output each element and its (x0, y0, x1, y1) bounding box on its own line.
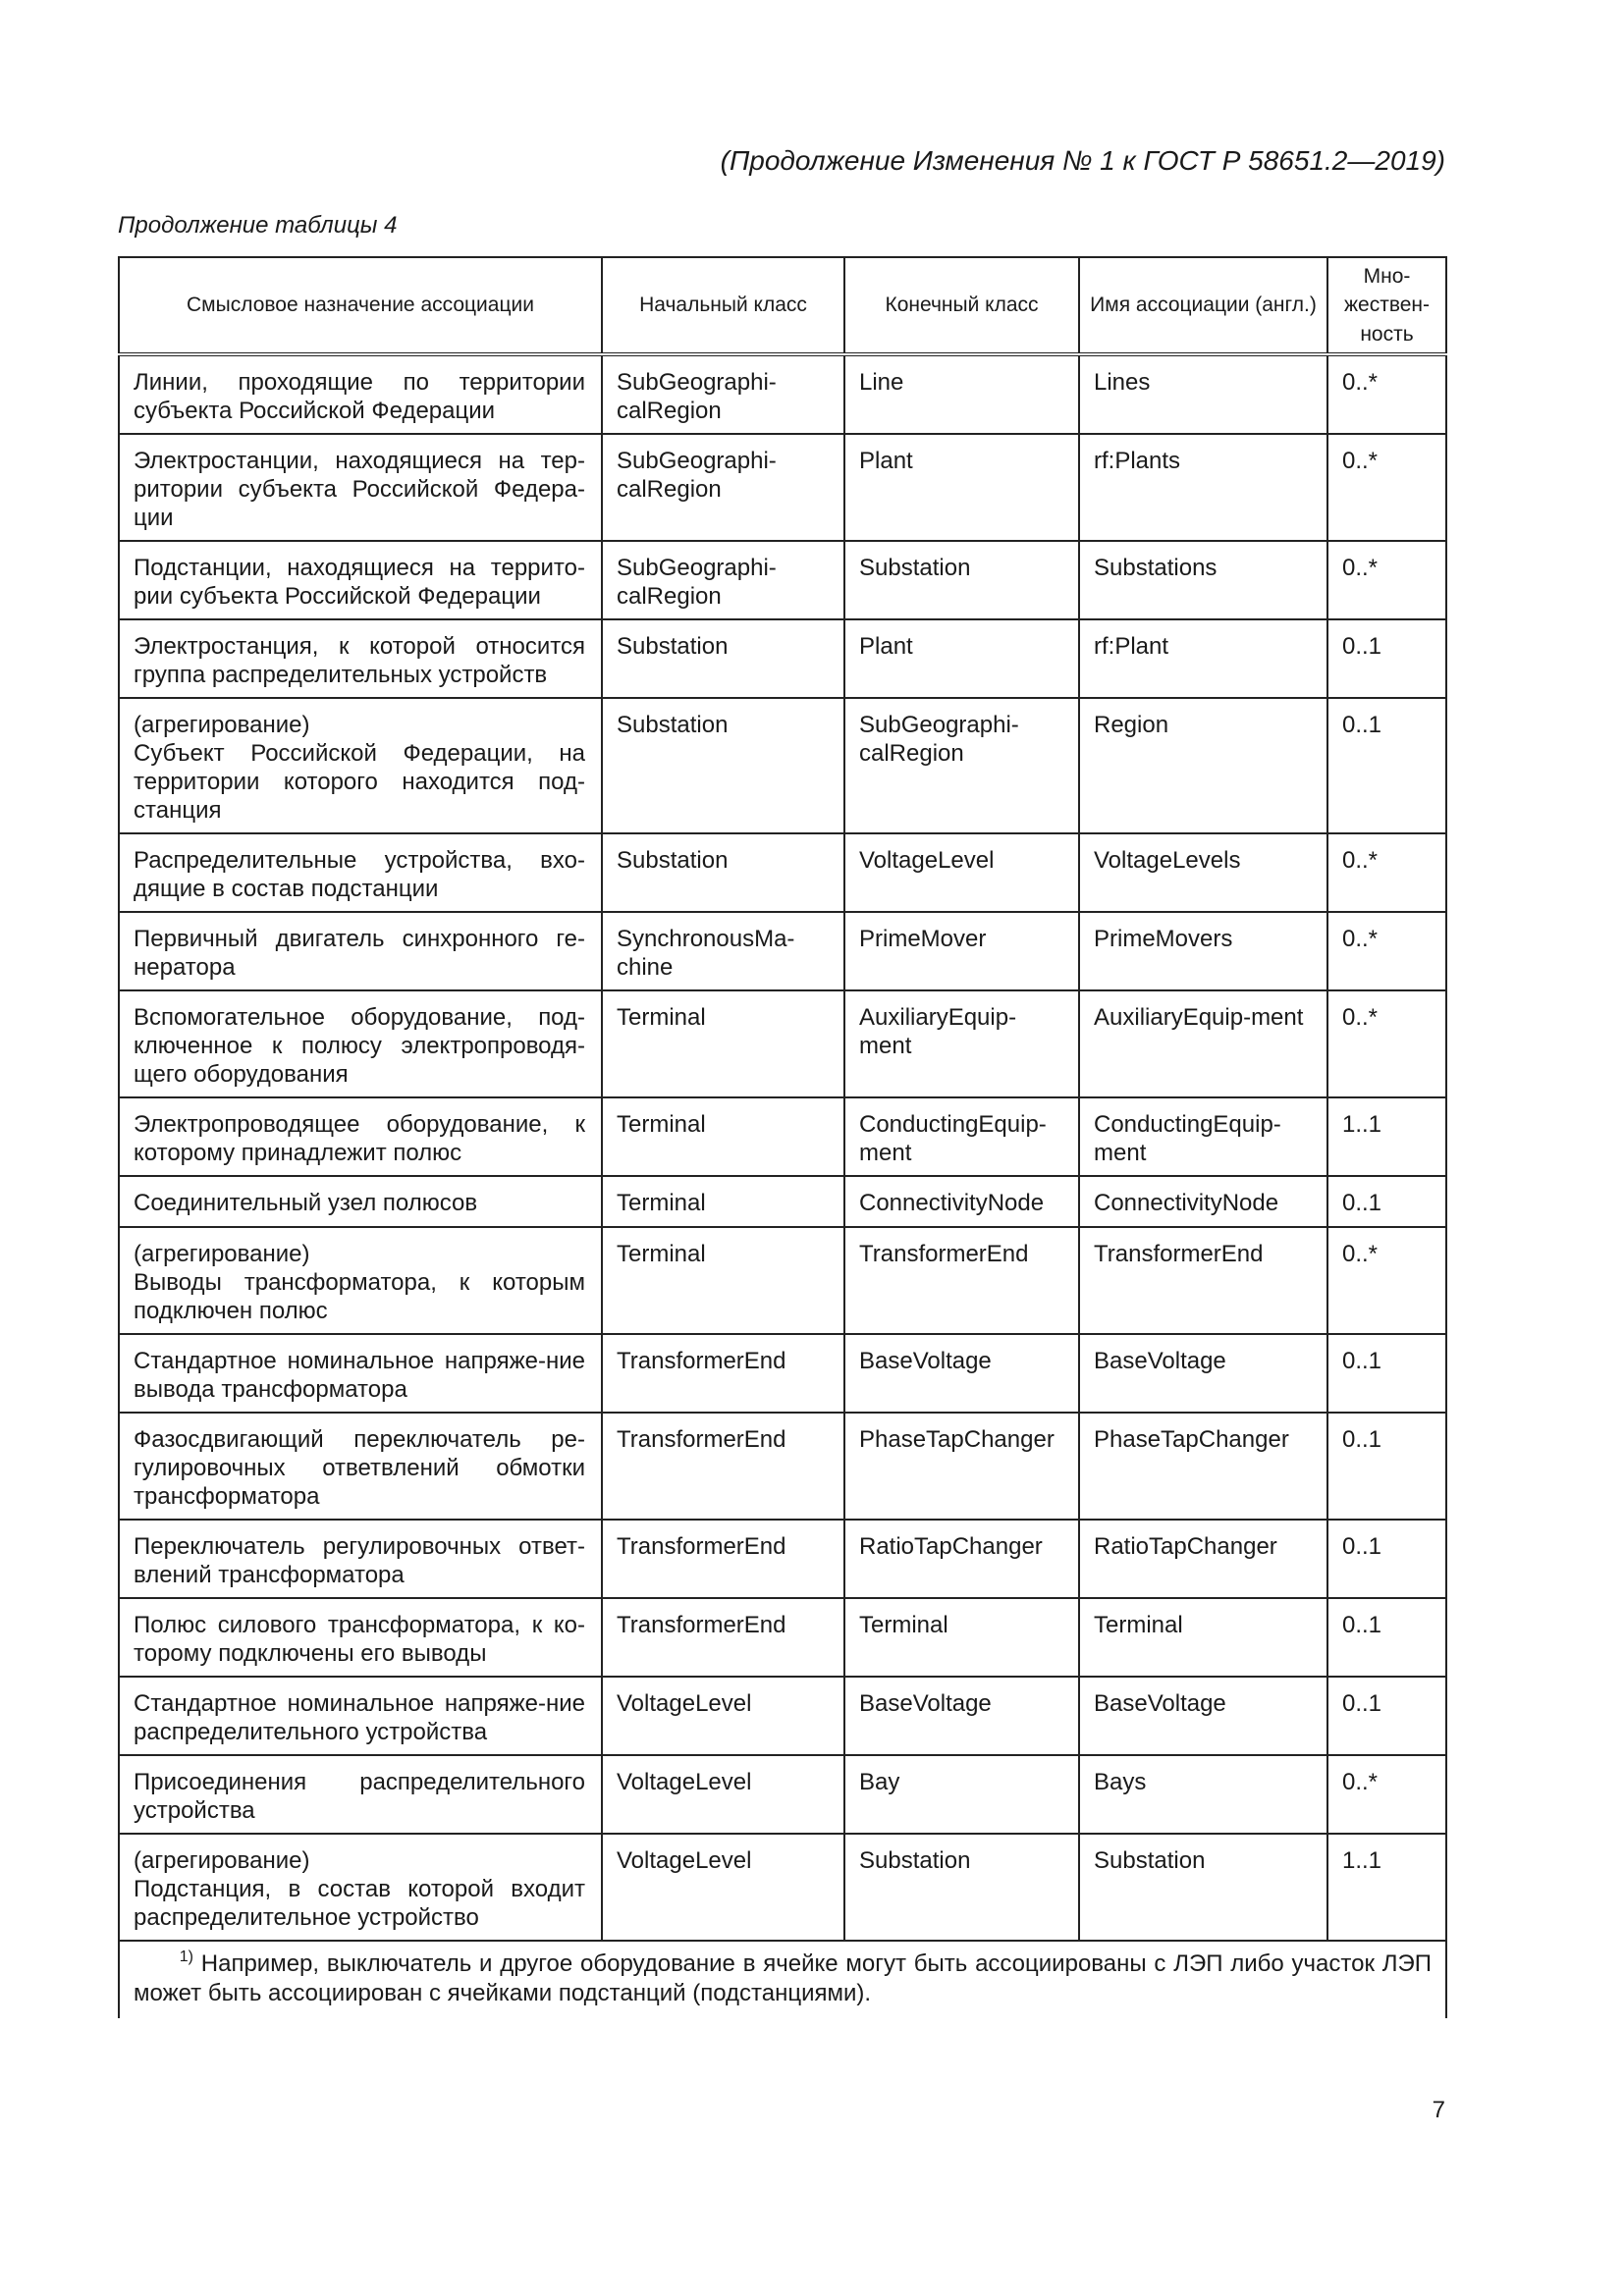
table-row (119, 1227, 1446, 1334)
cell-start-class: VoltageLevel (602, 1755, 844, 1834)
meaning-text: Субъект Российской Федерации, на территории которого находится под-станция (134, 740, 585, 824)
cell-start-class: SynchronousMa-chine (602, 912, 844, 990)
table-row (119, 1097, 1446, 1176)
cell-start-class: TransformerEnd (602, 1520, 844, 1598)
cell-end-class: BaseVoltage (844, 1334, 1079, 1413)
cell-multiplicity: 0..* (1327, 833, 1446, 912)
table-row (119, 1413, 1446, 1520)
cell-end-class: ConnectivityNode (844, 1176, 1079, 1227)
cell-association-name: Substations (1079, 541, 1327, 619)
cell-multiplicity: 0..1 (1327, 1598, 1446, 1677)
meaning-text: Первичный двигатель синхронного ге-нератора (134, 926, 585, 981)
table-row (119, 434, 1446, 541)
cell-end-class: RatioTapChanger (844, 1520, 1079, 1598)
page-number: 7 (1432, 2097, 1445, 2123)
cell-meaning (119, 1834, 602, 1941)
cell-multiplicity: 0..1 (1327, 1520, 1446, 1598)
cell-meaning (119, 1520, 602, 1598)
footnote-cell (119, 1941, 1446, 2018)
aggregation-note: (агрегирование) (134, 1847, 310, 1874)
cell-association-name: Region (1079, 698, 1327, 833)
table-row (119, 1677, 1446, 1755)
cell-end-class: PrimeMover (844, 912, 1079, 990)
cell-start-class: Substation (602, 698, 844, 833)
cell-end-class: VoltageLevel (844, 833, 1079, 912)
table-row (119, 833, 1446, 912)
meaning-text: Электростанции, находящиеся на тер-ритории субъекта Российской Федера-ции (134, 448, 585, 531)
cell-end-class: BaseVoltage (844, 1677, 1079, 1755)
cell-association-name: rf:Plants (1079, 434, 1327, 541)
cell-end-class: Substation (844, 541, 1079, 619)
cell-end-class: PhaseTapChanger (844, 1413, 1079, 1520)
table-row (119, 912, 1446, 990)
table-row (119, 990, 1446, 1097)
meaning-text: Вспомогательное оборудование, под-ключенное к полюсу электропроводя-щего оборудования (134, 1004, 585, 1088)
col-header-start-class: Начальный класс (602, 257, 844, 354)
cell-end-class: Plant (844, 434, 1079, 541)
cell-multiplicity: 1..1 (1327, 1097, 1446, 1176)
col-header-meaning: Смысловое назначение ассоциации (119, 257, 602, 354)
table-row (119, 1176, 1446, 1227)
cell-multiplicity: 0..1 (1327, 619, 1446, 698)
cell-meaning (119, 1227, 602, 1334)
cell-meaning (119, 1097, 602, 1176)
cell-meaning (119, 1755, 602, 1834)
meaning-text: Фазосдвигающий переключатель ре-гулировочных ответвлений обмотки трансформатора (134, 1426, 585, 1510)
cell-end-class: TransformerEnd (844, 1227, 1079, 1334)
cell-end-class: SubGeographi-calRegion (844, 698, 1079, 833)
meaning-text: Линии, проходящие по территории субъекта Российской Федерации (134, 369, 585, 424)
cell-association-name: ConductingEquip-ment (1079, 1097, 1327, 1176)
cell-start-class: VoltageLevel (602, 1677, 844, 1755)
meaning-text: Подстанции, находящиеся на террито-рии субъекта Российской Федерации (134, 555, 585, 610)
table-row (119, 1334, 1446, 1413)
cell-meaning (119, 541, 602, 619)
running-header: (Продолжение Изменения № 1 к ГОСТ Р 58651.2—2019) (720, 145, 1445, 176)
meaning-text: Полюс силового трансформатора, к ко-торому подключены его выводы (134, 1612, 585, 1667)
cell-association-name: PrimeMovers (1079, 912, 1327, 990)
cell-multiplicity: 0..* (1327, 541, 1446, 619)
footnote-row (119, 1941, 1446, 2018)
table-row (119, 1834, 1446, 1941)
cell-end-class: Terminal (844, 1598, 1079, 1677)
cell-multiplicity: 0..1 (1327, 698, 1446, 833)
cell-association-name: VoltageLevels (1079, 833, 1327, 912)
cell-meaning (119, 1598, 602, 1677)
meaning-text: Соединительный узел полюсов (134, 1190, 478, 1216)
cell-association-name: Bays (1079, 1755, 1327, 1834)
cell-association-name: TransformerEnd (1079, 1227, 1327, 1334)
cell-multiplicity: 0..* (1327, 434, 1446, 541)
cell-multiplicity: 0..* (1327, 1755, 1446, 1834)
footnote-marker: 1) (179, 1949, 193, 1965)
table-row (119, 354, 1446, 434)
table-caption: Продолжение таблицы 4 (118, 212, 398, 239)
cell-association-name: Substation (1079, 1834, 1327, 1941)
cell-association-name: AuxiliaryEquip-ment (1079, 990, 1327, 1097)
cell-start-class: Terminal (602, 1176, 844, 1227)
meaning-text: Подстанция, в состав которой входит распределительное устройство (134, 1876, 585, 1931)
col-header-association-name: Имя ассоциации (англ.) (1079, 257, 1327, 354)
cell-multiplicity: 1..1 (1327, 1834, 1446, 1941)
cell-start-class: TransformerEnd (602, 1334, 844, 1413)
col-header-multiplicity: Мно-жествен-ность (1327, 257, 1446, 354)
cell-start-class: TransformerEnd (602, 1598, 844, 1677)
cell-association-name: BaseVoltage (1079, 1677, 1327, 1755)
meaning-text: Переключатель регулировочных ответ-влений трансформатора (134, 1533, 585, 1588)
table-row (119, 1755, 1446, 1834)
meaning-text: Распределительные устройства, вхо-дящие в состав подстанции (134, 847, 585, 902)
cell-association-name: PhaseTapChanger (1079, 1413, 1327, 1520)
cell-start-class: SubGeographi-calRegion (602, 541, 844, 619)
cell-multiplicity: 0..* (1327, 1227, 1446, 1334)
cell-meaning (119, 1334, 602, 1413)
cell-meaning (119, 1413, 602, 1520)
cell-association-name: Terminal (1079, 1598, 1327, 1677)
table-row (119, 1598, 1446, 1677)
cell-multiplicity: 0..* (1327, 990, 1446, 1097)
cell-multiplicity: 0..1 (1327, 1176, 1446, 1227)
cell-start-class: Terminal (602, 1227, 844, 1334)
meaning-text: Электропроводящее оборудование, к которому принадлежит полюс (134, 1111, 585, 1166)
cell-start-class: Substation (602, 833, 844, 912)
meaning-text: Электростанция, к которой относится группа распределительных устройств (134, 633, 585, 688)
cell-multiplicity: 0..* (1327, 354, 1446, 434)
meaning-text: Присоединения распределительного устройства (134, 1769, 585, 1824)
cell-end-class: AuxiliaryEquip-ment (844, 990, 1079, 1097)
cell-multiplicity: 0..1 (1327, 1413, 1446, 1520)
cell-start-class: Terminal (602, 1097, 844, 1176)
cell-meaning (119, 698, 602, 833)
cell-end-class: Plant (844, 619, 1079, 698)
cell-association-name: Lines (1079, 354, 1327, 434)
footnote-text: Например, выключатель и другое оборудование в ячейке могут быть ассоциированы с ЛЭП либо участок ЛЭП может быть ассоциирован с ячейками подстанций (подстанциями). (134, 1950, 1433, 2006)
cell-multiplicity: 0..1 (1327, 1334, 1446, 1413)
cell-end-class: Bay (844, 1755, 1079, 1834)
cell-end-class: Line (844, 354, 1079, 434)
aggregation-note: (агрегирование) (134, 1241, 310, 1267)
cell-meaning (119, 619, 602, 698)
aggregation-note: (агрегирование) (134, 712, 310, 738)
cell-start-class: Terminal (602, 990, 844, 1097)
cell-start-class: SubGeographi-calRegion (602, 434, 844, 541)
meaning-text: Выводы трансформатора, к которым подключен полюс (134, 1269, 585, 1324)
cell-start-class: VoltageLevel (602, 1834, 844, 1941)
cell-multiplicity: 0..* (1327, 912, 1446, 990)
cell-meaning (119, 354, 602, 434)
cell-meaning (119, 833, 602, 912)
cell-meaning (119, 1677, 602, 1755)
table-row (119, 619, 1446, 698)
cell-meaning (119, 1176, 602, 1227)
meaning-text: Стандартное номинальное напряже-ние распределительного устройства (134, 1690, 585, 1745)
table-header-row (119, 257, 1446, 354)
cell-association-name: RatioTapChanger (1079, 1520, 1327, 1598)
cell-association-name: rf:Plant (1079, 619, 1327, 698)
cell-multiplicity: 0..1 (1327, 1677, 1446, 1755)
cell-meaning (119, 434, 602, 541)
cell-start-class: TransformerEnd (602, 1413, 844, 1520)
cell-meaning (119, 912, 602, 990)
cell-meaning (119, 990, 602, 1097)
cell-start-class: Substation (602, 619, 844, 698)
cell-association-name: BaseVoltage (1079, 1334, 1327, 1413)
cell-end-class: ConductingEquip-ment (844, 1097, 1079, 1176)
table-body (119, 354, 1446, 1941)
meaning-text: Стандартное номинальное напряже-ние вывода трансформатора (134, 1348, 585, 1403)
table-row (119, 541, 1446, 619)
cell-end-class: Substation (844, 1834, 1079, 1941)
table-row (119, 1520, 1446, 1598)
cell-association-name: ConnectivityNode (1079, 1176, 1327, 1227)
table-row (119, 698, 1446, 833)
col-header-end-class: Конечный класс (844, 257, 1079, 354)
cell-start-class: SubGeographi-calRegion (602, 354, 844, 434)
association-table (118, 256, 1447, 2018)
